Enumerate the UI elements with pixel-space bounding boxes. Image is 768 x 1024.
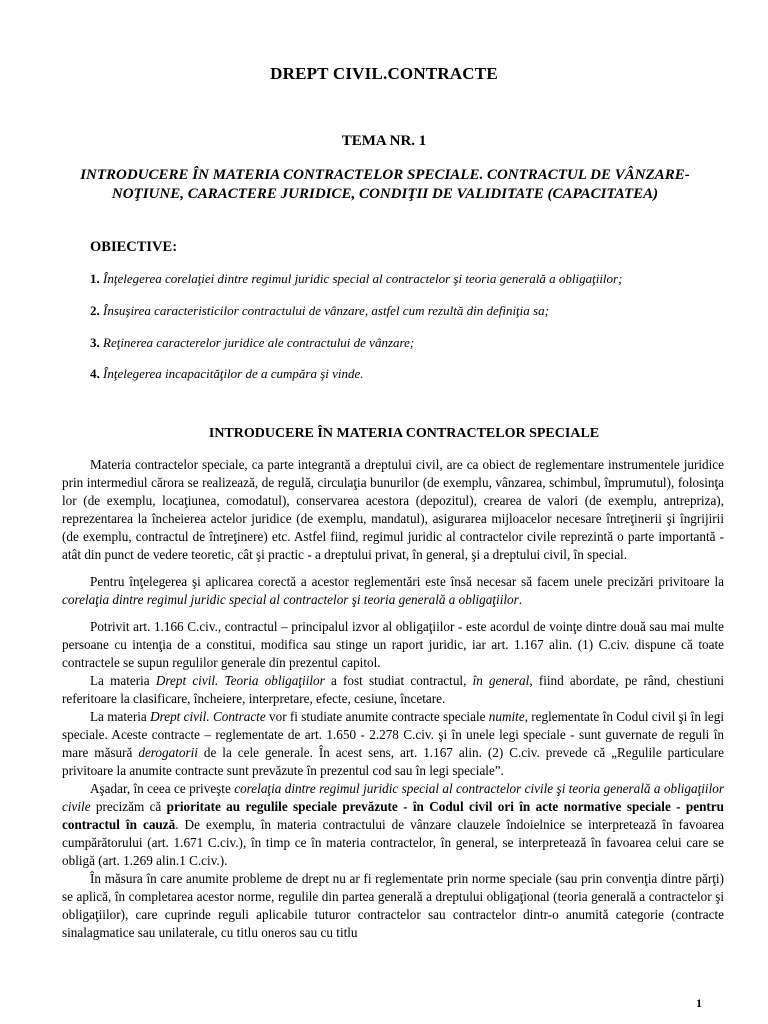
document-title: DREPT CIVIL.CONTRACTE [270,64,498,83]
text-run: . De exemplu, în materia contractului de vânzare clauzele îndoielnice se interpretează în favoarea cumpărătorului (art. 1.671 C.civ.), în timp ce în materia contractelor, în general, se interpretează în favoarea celui care se obligă (art. 1.269 alin.1 C.civ.). [62,817,724,868]
objective-number: 3. [90,335,100,350]
paragraph [62,780,724,870]
italic-run: Drept civil. Teoria obligaţiilor [155,673,325,688]
paragraph: Materia contractelor speciale, ca parte integrantă a dreptului civil, are ca obiect de reglementare instrumentele juridice prin intermediul cărora se realizează, de regulă, circulaţia bunurilor (de exemplu, vânzarea, schimbul, împrumutul), folosinţa lor (de exemplu, locaţiunea, comodatul), conservarea acestora (depozitul), crearea de valori (de exemplu, antrepriza), reprezentarea la încheierea actelor juridice (de exemplu, mandatul), asigurarea mijloacelor necesare întreţinerii şi îngrijirii (de exemplu, contractul de întreţinere) etc. Astfel fiind, regimul juridic al contractelor civile reprezintă o parte importantă - atât din punct de vedere teoretic, cât şi practic - a dreptului privat, în general, şi a dreptului civil, în special. [62,457,724,562]
objective-item [90,303,730,319]
objective-item [90,335,730,351]
text-run: . [518,592,523,607]
paragraph [62,672,724,708]
page-number: 1 [696,996,702,1010]
text-run: , reglementate în Codul civil şi în legi speciale. Aceste contracte – reglementate de art. 1.650 - 2.278 C.civ. şi în unele legi speciale - sunt guvernate de reguli în mare măsură [62,709,724,760]
objective-text: Reţinerea caracterelor juridice ale contractului de vânzare; [103,335,415,350]
section-heading: INTRODUCERE ÎN MATERIA CONTRACTELOR SPECIALE [208,426,600,441]
topic-number: TEMA NR. 1 [341,133,427,149]
body-text [62,456,724,942]
topic-subtitle: INTRODUCERE ÎN MATERIA CONTRACTELOR SPECIALE. CONTRACTUL DE VÂNZARE-NOŢIUNE, CARACTERE JURIDICE, CONDIŢII DE VALIDITATE (CAPACITATEA) [80,167,690,202]
text-run: de la cele generale. În acest sens, art. 1.167 alin. (2) C.civ. prevede că „Regulile particulare privitoare la anumite contracte sunt prevăzute în prezentul cod sau în legi speciale”. [62,745,724,778]
text-run: vor fi studiate anumite contracte speciale [265,709,489,724]
objective-number: 1. [90,271,100,286]
objective-text: Înţelegerea corelaţiei dintre regimul juridic special al contractelor şi teoria generală a obligaţiilor; [103,271,623,286]
objective-number: 2. [90,303,100,318]
paragraph: Potrivit art. 1.166 C.civ., contractul – principalul izvor al obligaţiilor - este acordul de voinţe dintre două sau mai multe persoane cu intenţia de a constitui, modifica sau stinge un raport juridic, iar art. 1.167 alin. (1) C.civ. dispune că toate contractele se supun regulilor generale din prezentul capitol. [62,619,724,670]
text-run: a fost studiat contractul, [324,673,473,688]
text-run: precizăm că [90,799,167,814]
italic-run: în general [472,673,530,688]
italic-run: corelaţia dintre regimul juridic special al contractelor civile şi teoria generală a obligaţiilor civile [62,781,724,814]
text-run: Pentru înţelegerea şi aplicarea corectă a acestor reglementări este însă necesar să facem unele precizări privitoare la [90,574,724,589]
objective-text: Înţelegerea incapacităţilor de a cumpăra şi vinde. [103,366,364,381]
objective-text: Însuşirea caracteristicilor contractului de vânzare, astfel cum rezultă din definiţia sa; [103,303,549,318]
paragraph [62,708,724,780]
text-run: La materia [90,673,156,688]
italic-run: numite [488,709,525,724]
italic-run: corelaţia dintre regimul juridic special al contractelor şi teoria generală a obligaţiilor [62,592,519,607]
objective-item [90,271,730,287]
text-run: La materia [90,709,151,724]
objective-item [90,366,730,382]
text-run: , fiind abordate, pe rând, chestiuni referitoare la clasificare, încheiere, interpretare, efecte, cesiune, încetare. [62,673,724,706]
objective-number: 4. [90,366,100,381]
objectives-label: OBIECTIVE: [90,239,178,255]
paragraph: În măsura în care anumite probleme de drept nu ar fi reglementate prin norme speciale (sau prin convenţia dintre părţi) se aplică, în completarea acestor norme, regulile din partea generală a dreptului obligaţional (teoria generală a contractelor şi obligaţiilor), care cuprinde reguli aplicabile tuturor contractelor sau contractelor dintr-o anumită categorie (contracte sinalagmatice sau unilaterale, cu titlu oneros sau cu titlu [62,871,724,940]
text-run: Aşadar, în ceea ce priveşte [90,781,235,796]
italic-run: derogatorii [138,745,198,760]
bold-run: prioritate au regulile speciale prevăzute - în Codul civil ori în acte normative speciale - pentru contractul în cauză [62,799,724,832]
italic-run: Drept civil. Contracte [150,709,266,724]
paragraph [62,573,724,609]
